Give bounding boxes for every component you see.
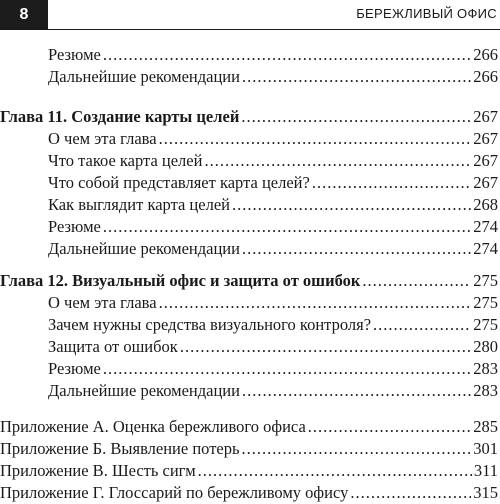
toc-section-entry <box>0 314 500 336</box>
toc-entry-label: Резюме <box>48 359 101 378</box>
toc-chapter-entry <box>0 106 500 128</box>
toc-entry-label: О чем эта глава <box>48 129 157 148</box>
toc-entry-label: Приложение А. Оценка бережливого офиса <box>0 417 306 436</box>
toc-section-entry <box>0 172 500 194</box>
toc-entry-label: Зачем нужны средства визуального контроля? <box>48 315 372 334</box>
toc-entry-page: 283 <box>473 381 498 400</box>
toc-entry-page: 275 <box>473 271 498 290</box>
toc-entry-page: 285 <box>473 417 498 436</box>
dot-leader <box>103 44 471 66</box>
dot-leader <box>362 270 471 292</box>
toc-entry-page: 267 <box>473 173 498 192</box>
toc-section-entry <box>0 238 500 260</box>
toc-entry-label: Приложение Б. Выявление потерь <box>0 439 240 458</box>
dot-leader <box>242 380 471 402</box>
toc-entry-label: Резюме <box>48 217 101 236</box>
dot-leader <box>312 172 471 194</box>
dot-leader <box>232 194 471 216</box>
toc-section-entry <box>0 194 500 216</box>
toc-entry-page: 301 <box>473 439 498 458</box>
toc-entry-page: 280 <box>473 337 498 356</box>
page-header <box>0 0 500 30</box>
toc-section-entry <box>0 336 500 358</box>
toc-entry-page: 267 <box>473 151 498 170</box>
toc-entry-page: 283 <box>473 359 498 378</box>
dot-leader <box>103 216 471 238</box>
toc-section-entry <box>0 44 500 66</box>
running-title: БЕРЕЖЛИВЫЙ ОФИС <box>356 6 497 21</box>
toc-entry-label: Глава 11. Создание карты целей <box>0 107 240 126</box>
toc-entry-label: Дальнейшие рекомендации <box>48 381 240 400</box>
toc-entry-page: 315 <box>473 483 498 502</box>
toc-section-entry <box>0 150 500 172</box>
dot-leader <box>180 336 471 358</box>
toc-section-entry <box>0 66 500 88</box>
toc-entry-page: 268 <box>473 195 498 214</box>
toc-entry-page: 266 <box>473 45 498 64</box>
dot-leader <box>308 416 471 438</box>
toc-entry-label: Приложение Г. Глоссарий по бережливому офису <box>0 483 349 502</box>
dot-leader <box>103 358 471 380</box>
toc-entry-label: Как выглядит карта целей <box>48 195 230 214</box>
toc-entry-page: 267 <box>473 107 498 126</box>
toc-section-entry <box>0 358 500 380</box>
page-number: 8 <box>0 0 48 30</box>
dot-leader <box>198 460 472 482</box>
toc-section-entry <box>0 380 500 402</box>
toc-section-entry <box>0 128 500 150</box>
toc-entry-label: Что собой представляет карта целей? <box>48 173 310 192</box>
dot-leader <box>242 238 471 260</box>
toc-appendix-entry <box>0 416 500 438</box>
toc-entry-page: 274 <box>473 239 498 258</box>
toc-section-entry <box>0 292 500 314</box>
toc-entry-page: 275 <box>473 315 498 334</box>
dot-leader <box>204 150 471 172</box>
toc-entry-label: Дальнейшие рекомендации <box>48 67 240 86</box>
dot-leader <box>159 128 472 150</box>
toc-entry-label: Глава 12. Визуальный офис и защита от ошибок <box>0 271 361 290</box>
toc-entry-page: 266 <box>473 67 498 86</box>
dot-leader <box>159 292 472 314</box>
dot-leader <box>242 66 471 88</box>
toc-entry-label: О чем эта глава <box>48 293 157 312</box>
toc-chapter-entry <box>0 270 500 292</box>
toc-appendix-entry <box>0 438 500 460</box>
toc-entry-label: Защита от ошибок <box>48 337 178 356</box>
dot-leader <box>242 438 472 460</box>
toc-entry-page: 274 <box>473 217 498 236</box>
toc-section-entry <box>0 216 500 238</box>
toc-entry-page: 311 <box>473 461 498 480</box>
toc-entry-page: 275 <box>473 293 498 312</box>
header-rule <box>0 29 500 30</box>
dot-leader <box>350 482 471 504</box>
dot-leader <box>373 314 471 336</box>
toc-entry-page: 267 <box>473 129 498 148</box>
toc-entry-label: Дальнейшие рекомендации <box>48 239 240 258</box>
toc-entry-label: Резюме <box>48 45 101 64</box>
toc-entry-label: Что такое карта целей <box>48 151 203 170</box>
toc-appendix-entry <box>0 460 500 482</box>
dot-leader <box>241 106 471 128</box>
toc-entry-label: Приложение В. Шесть сигм <box>0 461 196 480</box>
toc-appendix-entry <box>0 482 500 504</box>
